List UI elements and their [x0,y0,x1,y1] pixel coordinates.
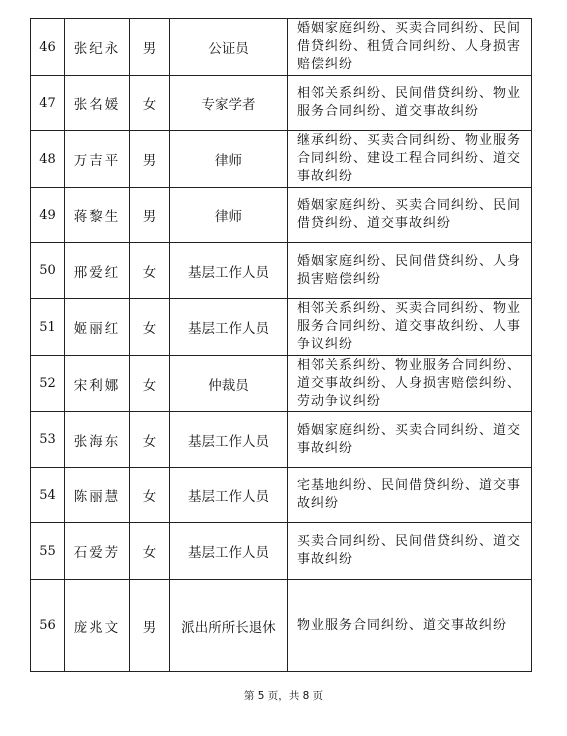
person-role: 基层工作人员 [170,299,288,356]
person-role: 派出所所长退休 [170,580,288,672]
table-row [31,580,532,672]
table-row [31,523,532,580]
row-number: 49 [31,188,65,243]
table-row [31,188,532,243]
person-expertise: 婚姻家庭纠纷、买卖合同纠纷、民间借贷纠纷、租赁合同纠纷、人身损害赔偿纠纷 [288,19,532,76]
person-expertise: 相邻关系纠纷、买卖合同纠纷、物业服务合同纠纷、道交事故纠纷、人事争议纠纷 [288,299,532,356]
table-row [31,131,532,188]
person-role: 基层工作人员 [170,468,288,523]
person-gender: 女 [130,412,170,468]
person-name: 张名媛 [65,76,130,131]
row-number: 47 [31,76,65,131]
person-expertise: 宅基地纠纷、民间借贷纠纷、道交事故纠纷 [288,468,532,523]
row-number: 56 [31,580,65,672]
table-row [31,299,532,356]
person-gender: 女 [130,468,170,523]
mediator-table [30,18,532,672]
table-row [31,468,532,523]
table-row [31,243,532,299]
table-row [31,356,532,412]
person-name: 蒋黎生 [65,188,130,243]
person-name: 张纪永 [65,19,130,76]
person-expertise: 相邻关系纠纷、物业服务合同纠纷、道交事故纠纷、人身损害赔偿纠纷、劳动争议纠纷 [288,356,532,412]
row-number: 55 [31,523,65,580]
person-name: 姬丽红 [65,299,130,356]
person-expertise: 婚姻家庭纠纷、买卖合同纠纷、道交事故纠纷 [288,412,532,468]
person-expertise: 婚姻家庭纠纷、民间借贷纠纷、人身损害赔偿纠纷 [288,243,532,299]
person-name: 张海东 [65,412,130,468]
person-role: 仲裁员 [170,356,288,412]
person-expertise: 继承纠纷、买卖合同纠纷、物业服务合同纠纷、建设工程合同纠纷、道交事故纠纷 [288,131,532,188]
table-row [31,76,532,131]
person-gender: 女 [130,356,170,412]
person-name: 石爱芳 [65,523,130,580]
person-gender: 男 [130,580,170,672]
person-gender: 女 [130,76,170,131]
table-row [31,19,532,76]
row-number: 54 [31,468,65,523]
row-number: 53 [31,412,65,468]
person-gender: 男 [130,188,170,243]
person-gender: 女 [130,523,170,580]
page-footer: 第 5 页，共 8 页 [243,690,324,702]
person-role: 律师 [170,131,288,188]
person-gender: 女 [130,299,170,356]
table-row [31,412,532,468]
person-gender: 女 [130,243,170,299]
person-expertise: 婚姻家庭纠纷、买卖合同纠纷、民间借贷纠纷、道交事故纠纷 [288,188,532,243]
person-name: 庞兆文 [65,580,130,672]
person-expertise: 买卖合同纠纷、民间借贷纠纷、道交事故纠纷 [288,523,532,580]
person-name: 万吉平 [65,131,130,188]
person-name: 邢爱红 [65,243,130,299]
row-number: 48 [31,131,65,188]
person-expertise: 物业服务合同纠纷、道交事故纠纷 [288,580,532,672]
person-role: 基层工作人员 [170,243,288,299]
row-number: 51 [31,299,65,356]
person-role: 基层工作人员 [170,523,288,580]
person-name: 宋利娜 [65,356,130,412]
person-gender: 男 [130,131,170,188]
person-name: 陈丽慧 [65,468,130,523]
person-gender: 男 [130,19,170,76]
person-role: 基层工作人员 [170,412,288,468]
row-number: 52 [31,356,65,412]
person-role: 公证员 [170,19,288,76]
person-expertise: 相邻关系纠纷、民间借贷纠纷、物业服务合同纠纷、道交事故纠纷 [288,76,532,131]
row-number: 46 [31,19,65,76]
person-role: 专家学者 [170,76,288,131]
row-number: 50 [31,243,65,299]
person-role: 律师 [170,188,288,243]
